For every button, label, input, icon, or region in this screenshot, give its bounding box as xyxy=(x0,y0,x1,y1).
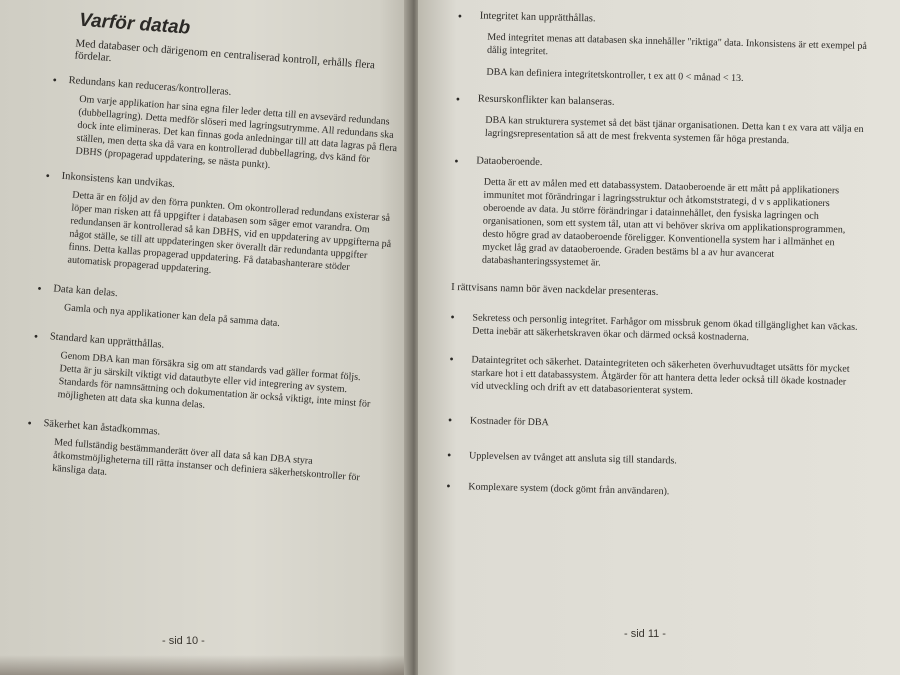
bullet-icon: • xyxy=(454,153,459,169)
drawback-item xyxy=(446,480,856,503)
bullet-icon: • xyxy=(449,351,454,366)
drawback-text: Upplevelsen av tvånget att ansluta sig till standards. xyxy=(468,450,677,467)
bullet-icon: • xyxy=(52,72,58,88)
right-page xyxy=(418,0,900,675)
advantage-body: Med fullständig bestämmanderätt över all data så kan DBA styra åtkomstmöjligheterna till rätta instanser och definiera säkerhetskontroller för känsliga data. xyxy=(51,436,361,484)
advantage-body: Detta är en följd av den förra punkten. Om okontrollerad redundans existerar så löper man risken att få uppgifter i databasen som säger emot varandra. Om redundansen är kontrollerad så kan DBHS, vid en uppdatering av uppgifterna på något ställe, se till att uppdateringen sker överallt där redundanta uppgifter finns. Detta kallas propagerad uppdatering. Få databashanterare stöder automatisk propagerad uppdatering. xyxy=(67,189,392,276)
page-number-left: - sid 10 - xyxy=(162,635,205,647)
bullet-icon: • xyxy=(27,415,33,431)
drawback-text: Kostnader för DBA xyxy=(469,415,549,429)
advantage-body: Om varje applikation har sina egna filer leder detta till en avsevärd redundans (dubbellagring). Detta medför slöseri med lagringsutrymme. All redundans ska dock inte elimineras. Det kan finnas goda anledningar till att data lagras på flera ställen, men detta ska då vara en kontrollerad dubbellagring, dvs känd för DBHS (propagerad uppdatering, se nästa punkt). xyxy=(75,93,398,171)
bullet-icon: • xyxy=(446,447,452,462)
bullet-icon: • xyxy=(45,168,51,183)
transition-text: I rättvisans namn bör även nackdelar presenteras. xyxy=(451,281,659,298)
bullet-icon: • xyxy=(457,9,463,24)
advantage-heading: Standard kan upprätthållas. xyxy=(49,331,165,351)
advantage-item xyxy=(36,282,387,338)
bullet-icon: • xyxy=(446,478,451,493)
advantage-item xyxy=(29,330,383,424)
drawback-text: Sekretess och personlig integritet. Farhågor om missbruk genom ökad tillgänglighet kan väckas. Detta inebär att säkerhetskraven ökar och därmed också kostnaderna. xyxy=(472,312,858,344)
advantage-item xyxy=(47,74,402,181)
advantage-heading: Dataoberoende. xyxy=(476,155,543,169)
right-page-content xyxy=(446,10,868,503)
chapter-title: Varför datab xyxy=(78,9,191,39)
bullet-icon: • xyxy=(36,281,43,296)
advantage-item xyxy=(456,10,868,87)
advantage-item xyxy=(24,417,377,498)
bullet-icon: • xyxy=(450,309,455,325)
drawback-item xyxy=(448,414,858,437)
page-shadow xyxy=(0,655,412,675)
advantage-body: Gamla och nya applikationer kan dela på samma data. xyxy=(63,302,281,330)
advantage-heading: Resurskonflikter kan balanseras. xyxy=(477,93,615,108)
advantage-item xyxy=(452,155,865,276)
advantage-body: Genom DBA kan man försäkra sig om att standards vad gäller format följs. Detta är ju särskilt viktigt vid datautbyte eller vid integrering av system. Standards för namnsättning och dokumentation är också viktigt, inte minst för möjligheten att data ska kunna delas. xyxy=(57,350,371,411)
drawback-item xyxy=(449,353,860,402)
drawback-item xyxy=(447,449,857,472)
advantage-heading: Säkerhet kan åstadkommas. xyxy=(43,418,161,438)
drawback-text: Dataintegritet och säkerhet. Dataintegriteten och säkerheten överhuvudtaget utsätts för mycket starkare hot i ett databassystem. Åtgärder för att hantera detta leder också till ökade kostnader vid utveckling och drift av ett databasorienterat system. xyxy=(470,354,850,397)
advantage-heading: Integritet kan upprätthållas. xyxy=(479,10,596,25)
advantage-heading: Inkonsistens kan undvikas. xyxy=(61,170,176,191)
advantage-note: DBA kan definiera integritetskontroller, t ex att 0 < månad < 13. xyxy=(486,66,744,84)
bullet-icon: • xyxy=(455,91,461,107)
advantage-body: Detta är ett av målen med ett databassystem. Dataoberoende är ett mått på applikationers immunitet mot förändringar i lagringsstruktur och åtkomststrategi, d v s applikationers oberoende av data. Ju större förändringar i datainnehållet, den fysiska lagringen och organisationen, som ett system tål, utan att vi behöver skriva om applikationsprogrammen, desto högre grad av dataoberoende föreligger. Konventionella system har i allmänhet en mycket låg grad av dataoberoende. Graden bestäms bl a av hur avancerat databashanteringssystemet är. xyxy=(481,176,846,269)
bullet-icon: • xyxy=(447,412,453,427)
drawback-item xyxy=(450,311,861,347)
advantage-heading: Redundans kan reduceras/kontrolleras. xyxy=(68,74,232,98)
page-number-right: - sid 11 - xyxy=(624,628,666,640)
advantage-heading: Data kan delas. xyxy=(53,283,119,300)
advantage-body: Med integritet menas att databasen ska innehåller "riktiga" data. Inkonsistens är ett exempel på dålig integritet. xyxy=(486,31,868,58)
advantage-item xyxy=(39,170,395,290)
left-page-content xyxy=(24,8,407,498)
intro-text: Med databaser och därigenom en centraliserad kontroll, erhålls flera fördelar. xyxy=(74,37,376,72)
advantage-item xyxy=(455,93,866,149)
left-page xyxy=(0,0,412,675)
bullet-icon: • xyxy=(33,329,39,344)
drawback-text: Komplexare system (dock gömt från användaren). xyxy=(468,481,670,498)
advantage-body: DBA kan strukturera systemet så det bäst tjänar organisationen. Detta kan t ex vara att välja en lagringsrepresentation så att de mest frekventa systemen får höga prestanda. xyxy=(484,114,864,147)
